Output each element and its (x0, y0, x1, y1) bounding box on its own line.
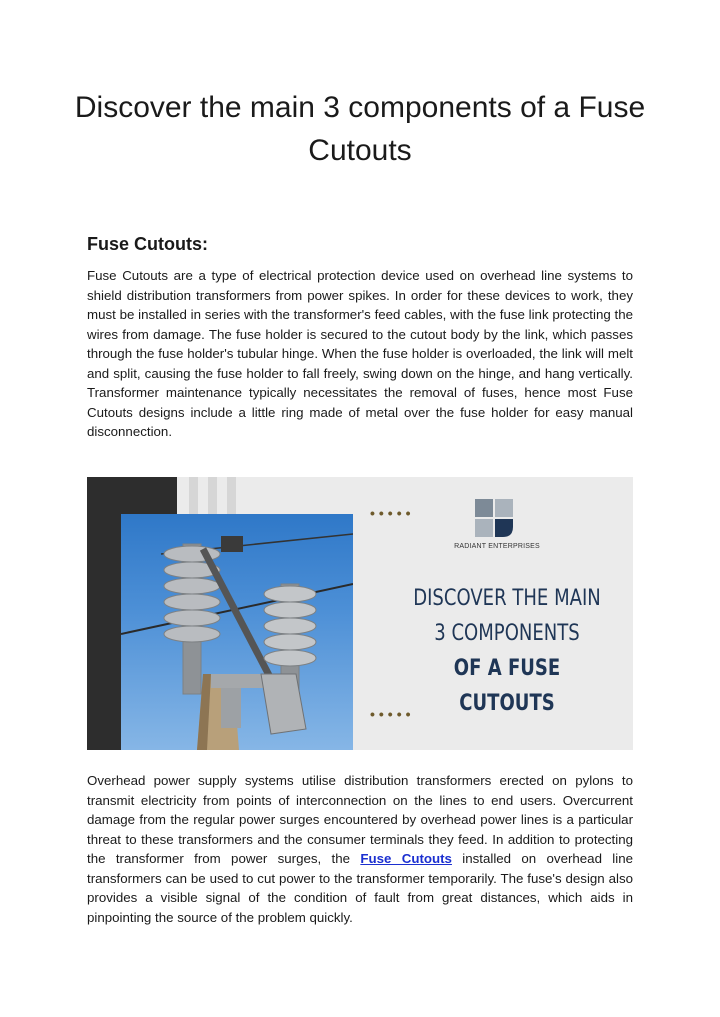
section-heading: Fuse Cutouts: (87, 234, 208, 254)
banner-line-2: 3 COMPONENTS (434, 621, 580, 646)
decorative-dots-bottom: ••••• (370, 706, 415, 722)
banner-headline (413, 581, 602, 721)
fuse-cutouts-link[interactable]: Fuse Cutouts (360, 851, 452, 866)
banner-line-1: DISCOVER THE MAIN (413, 586, 601, 611)
page-title: Discover the main 3 components of a Fuse Cutouts (74, 91, 646, 167)
body-paragraph (87, 771, 633, 927)
promo-banner (87, 477, 633, 750)
radiant-enterprises-logo (475, 499, 515, 539)
fuse-cutout-illustration (121, 514, 353, 750)
banner-line-3: OF A FUSE CUTOUTS (453, 656, 561, 716)
fuse-cutout-photo (121, 514, 353, 750)
intro-paragraph: Fuse Cutouts are a type of electrical protection device used on overhead line systems to shield distribution transformers from power spikes. In order for these devices to work, they must be installed in series with the transformer's feed cables, with the fuse link protecting the wires from damage. The fuse holder is secured to the cutout body by the link, which passes through the fuse holder's tubular hinge. When the fuse holder is overloaded, the link will melt and split, causing the fuse holder to fall freely, swing down on the hinge, and hang vertically. Transformer maintenance typically necessitates the removal of fuses, hence most Fuse Cutouts designs include a little ring made of metal over the fuse holder for easy manual disconnection. (87, 268, 633, 439)
brand-name: RADIANT ENTERPRISES (454, 543, 540, 550)
paragraph-text-before-link: Overhead power supply systems utilise distribution transformers erected on pylons to transmit electricity from points of interconnection on the lines to end users. Overcurrent damage from the regular power surges encountered by overhead power lines is a particular threat to these transformers and the consumer terminals they feed. In addition to protecting the transformer from power surges, the (87, 773, 633, 866)
paragraph-text-after-link: installed on overhead line transformers can be used to cut power to the transformer temporarily. The fuse's design also provides a visible signal of the condition of fault from great distances, which aids in pinpointing the source of the problem quickly. (87, 851, 634, 925)
decorative-dots-top: ••••• (370, 505, 415, 521)
